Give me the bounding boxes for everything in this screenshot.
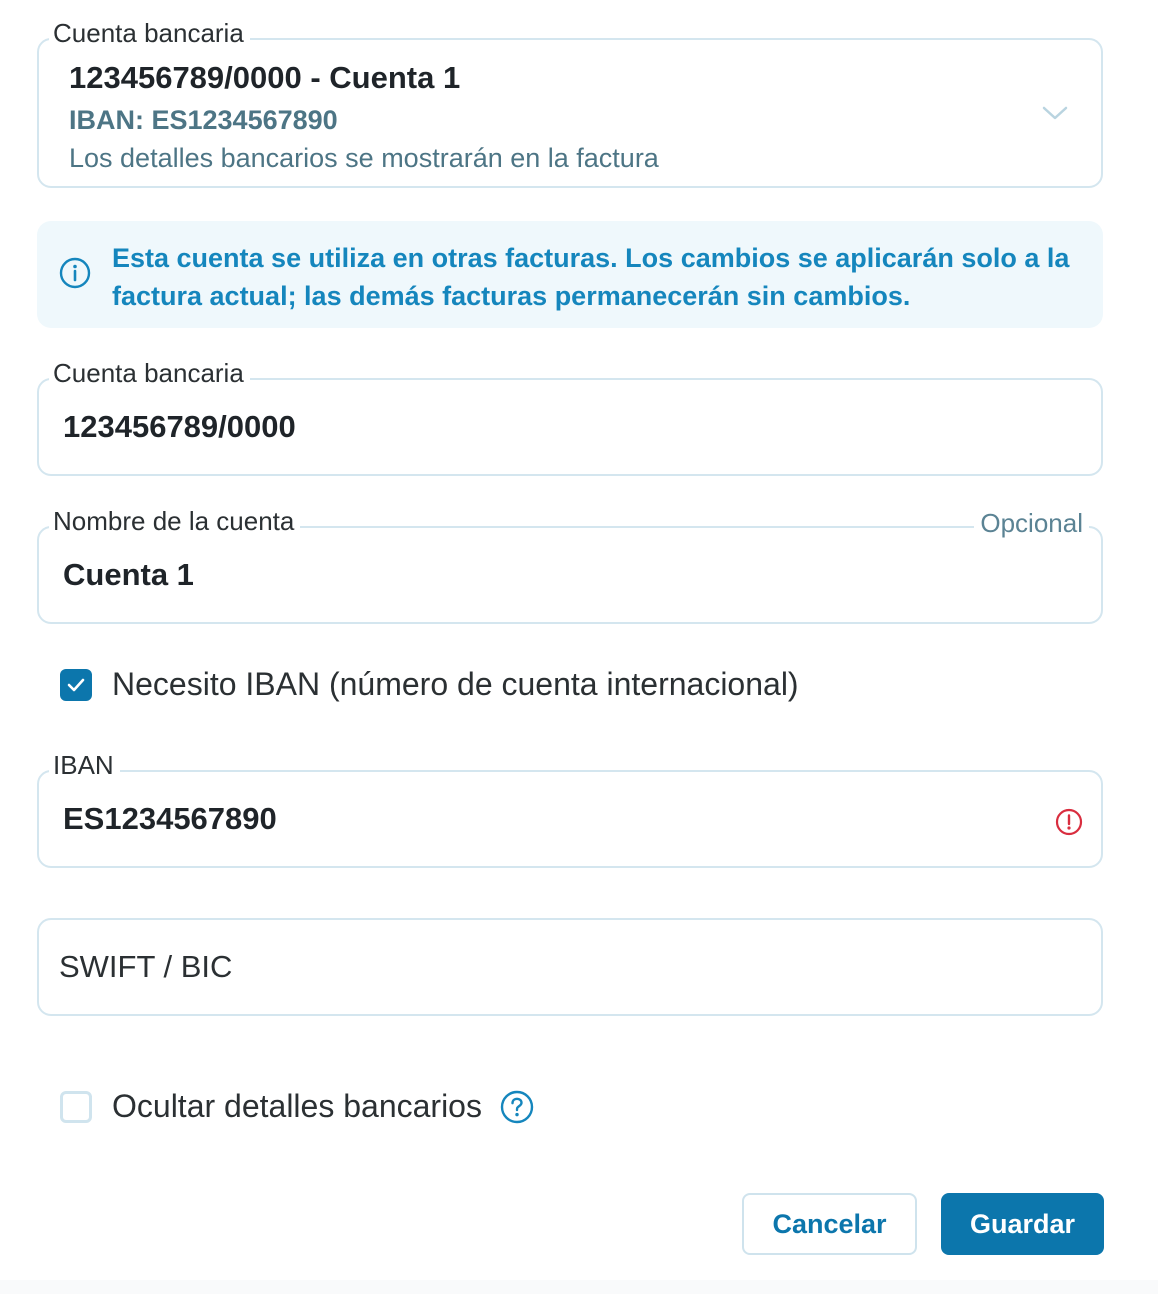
hide-details-checkbox-row[interactable]: [60, 1088, 534, 1125]
account-number-legend: Cuenta bancaria: [49, 358, 250, 388]
info-banner-text: Esta cuenta se utiliza en otras facturas. Los cambios se aplicarán solo a la factura actual; las demás facturas permanecerán sin cambios.: [112, 243, 1070, 311]
iban-checkbox-row[interactable]: [60, 666, 799, 703]
bank-account-select[interactable]: [37, 18, 1103, 188]
account-name-field: [37, 506, 1103, 624]
account-number-field: [37, 358, 1103, 476]
account-name-legend: Nombre de la cuenta: [49, 506, 300, 536]
account-number-input[interactable]: [39, 380, 1101, 474]
error-icon: [1055, 808, 1083, 836]
save-button[interactable]: Guardar: [941, 1193, 1104, 1255]
iban-field: [37, 750, 1103, 868]
checkmark-icon: [66, 677, 86, 693]
bank-account-select-legend: Cuenta bancaria: [49, 18, 250, 48]
info-banner: [37, 221, 1103, 328]
swift-field: [37, 918, 1103, 1016]
optional-label: Opcional: [974, 508, 1089, 538]
iban-checkbox[interactable]: [60, 669, 92, 701]
chevron-down-icon[interactable]: [1041, 104, 1069, 122]
selected-account-title: 123456789/0000 - Cuenta 1: [69, 60, 461, 95]
hide-details-checkbox[interactable]: [60, 1091, 92, 1123]
iban-checkbox-label: Necesito IBAN (número de cuenta internacional): [112, 666, 799, 702]
account-name-input[interactable]: [39, 528, 1101, 622]
help-icon[interactable]: [500, 1090, 534, 1124]
hide-details-checkbox-label: Ocultar detalles bancarios: [112, 1088, 482, 1124]
cancel-button[interactable]: Cancelar: [742, 1193, 917, 1255]
info-icon: [59, 257, 91, 289]
selected-account-iban: IBAN: ES1234567890: [69, 105, 338, 135]
dialog-footer-edge: [0, 1280, 1158, 1294]
swift-input[interactable]: [39, 920, 1101, 1014]
iban-legend: IBAN: [49, 750, 120, 780]
selected-account-note: Los detalles bancarios se mostrarán en la factura: [69, 143, 659, 173]
iban-input[interactable]: [39, 772, 1101, 866]
